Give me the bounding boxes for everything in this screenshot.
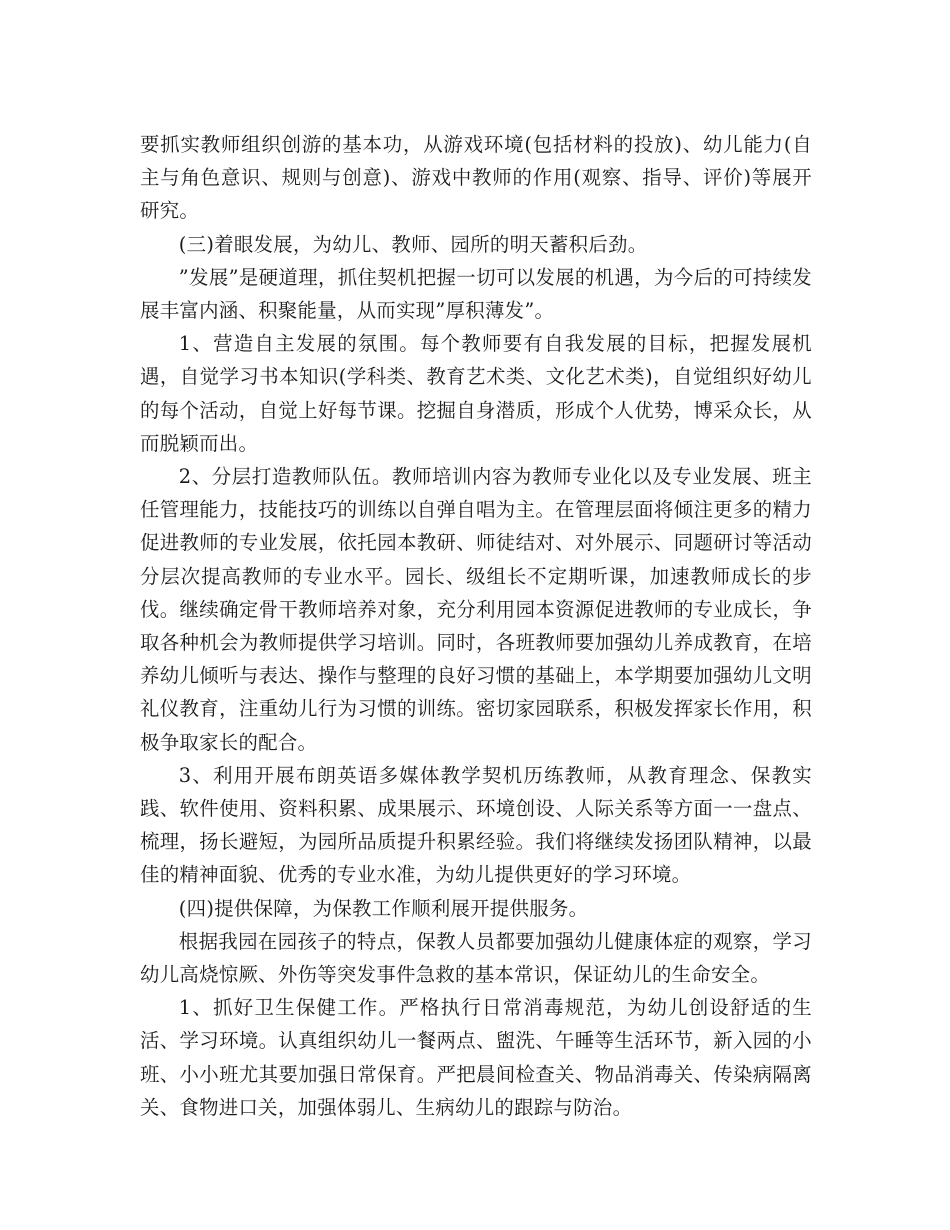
paragraph-health: 根据我园在园孩子的特点，保教人员都要加强幼儿健康体症的观察，学习幼儿高烧惊厥、外伤等突发事件急救的基本常识，保证幼儿的生命安全。 (140, 929, 812, 987)
paragraph-item-1: 1、营造自主发展的氛围。每个教师要有自我发展的目标，把握发展机遇，自觉学习书本知识(学科类、教育艺术类、文化艺术类)，自觉组织好幼儿的每个活动，自觉上好每节课。挖掘自身潜质，形成个人优势，博采众长，从而脱颖而出。 (140, 332, 812, 455)
document-body (140, 128, 812, 1124)
section-heading-3: (三)着眼发展，为幼儿、教师、园所的明天蓄积后劲。 (178, 232, 648, 256)
paragraph-item-2: 2、分层打造教师队伍。教师培训内容为教师专业化以及专业发展、班主任管理能力，技能技巧的训练以自弹自唱为主。在管理层面将倾注更多的精力促进教师的专业发展，依托园本教研、师徒结对、对外展示、同题研讨等活动分层次提高教师的专业水平。园长、级组长不定期听课，加速教师成长的步伐。继续确定骨干教师培养对象，充分利用园本资源促进教师的专业成长，争取各种机会为教师提供学习培训。同时，各班教师要加强幼儿养成教育，在培养幼儿倾听与表达、操作与整理的良好习惯的基础上，本学期要加强幼儿文明礼仪教育，注重幼儿行为习惯的训练。密切家园联系，积极发挥家长作用，积极争取家长的配合。 (140, 465, 812, 754)
paragraph-item-3: 3、利用开展布朗英语多媒体教学契机历练教师，从教育理念、保教实践、软件使用、资料积累、成果展示、环境创设、人际关系等方面一一盘点、梳理，扬长避短，为园所品质提升积累经验。我们将继续发扬团队精神，以最佳的精神面貌、优秀的专业水准，为幼儿提供更好的学习环境。 (140, 763, 812, 887)
section-heading-4: (四)提供保障，为保教工作顺利展开提供服务。 (178, 896, 589, 920)
paragraph-hygiene: 1、抓好卫生保健工作。严格执行日常消毒规范，为幼儿创设舒适的生活、学习环境。认真组织幼儿一餐两点、盥洗、午睡等生活环节，新入园的小班、小小班尤其要加强日常保育。严把晨间检查关、物品消毒关、传染病隔离关、食物进口关，加强体弱儿、生病幼儿的跟踪与防治。 (140, 996, 812, 1119)
paragraph-1: 要抓实教师组织创游的基本功，从游戏环境(包括材料的投放)、幼儿能力(自主与角色意识、规则与创意)、游戏中教师的作用(观察、指导、评价)等展开研究。 (140, 133, 812, 223)
paragraph-development: ”发展”是硬道理，抓住契机把握一切可以发展的机遇，为今后的可持续发展丰富内涵、积聚能量，从而实现”厚积薄发”。 (140, 265, 812, 323)
